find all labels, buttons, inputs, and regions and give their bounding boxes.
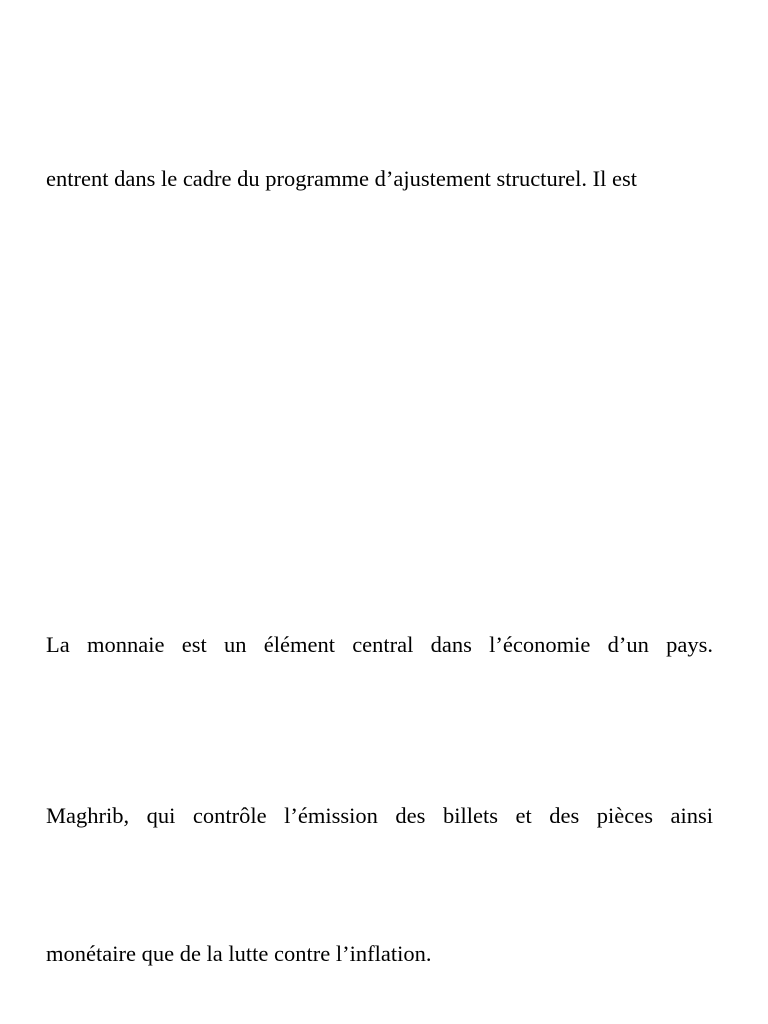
text-line-4: monétaire que de la lutte contre l’inflation. [46, 941, 432, 966]
text-line-2: La monnaie est un élément central dans l’économie d’un pays. [46, 632, 713, 657]
text-line-1: entrent dans le cadre du programme d’ajustement structurel. Il est [46, 166, 638, 191]
text-line-3: Maghrib, qui contrôle l’émission des billets et des pièces ainsi [46, 803, 713, 828]
